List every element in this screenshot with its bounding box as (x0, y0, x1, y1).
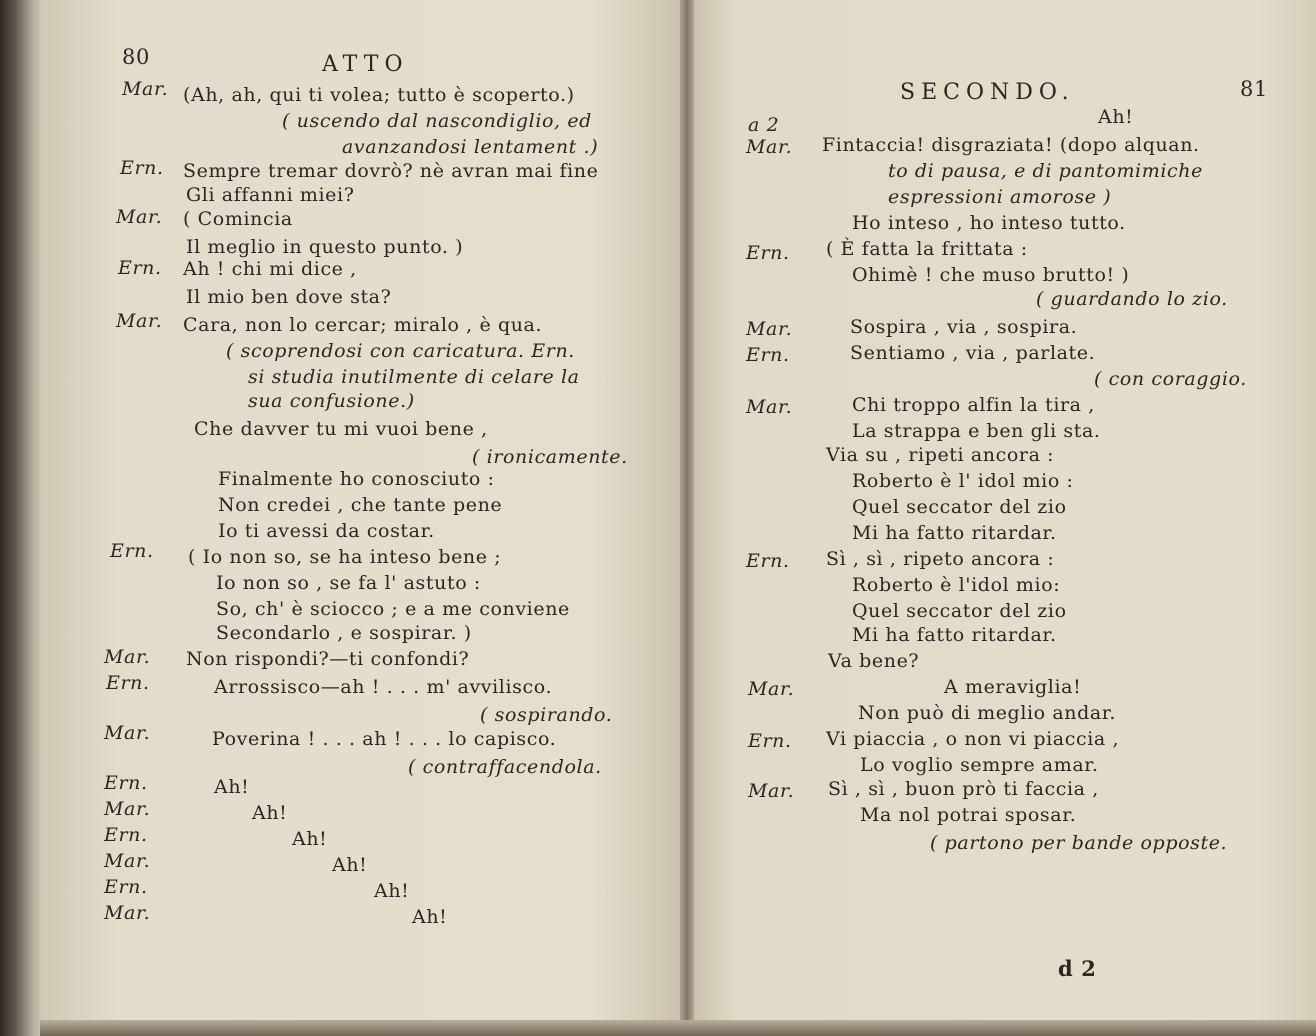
book-gutter (680, 0, 694, 1036)
speaker: Ern. (104, 824, 148, 846)
speaker: Mar. (104, 646, 151, 668)
speaker: Ern. (104, 876, 148, 898)
verse-line: Sentiamo , via , parlate. (850, 342, 1096, 364)
speaker: Mar. (748, 678, 795, 700)
speaker: Mar. (122, 78, 169, 100)
verse-line: Quel seccator del zio (852, 496, 1067, 518)
left-running-head: ATTO (322, 52, 409, 77)
stage-direction: ( guardando lo zio. (1036, 288, 1228, 310)
verse-line: ( Io non so, se ha inteso bene ; (188, 546, 502, 568)
verse-line: Sempre tremar dovrò? nè avran mai fine (183, 160, 599, 182)
verse-line: Io non so , se fa l' astuto : (216, 572, 481, 594)
speaker: Mar. (746, 396, 793, 418)
verse-line: Gli affanni miei? (186, 184, 355, 206)
speaker: Ern. (746, 550, 790, 572)
verse-line: Sì , sì , ripeto ancora : (826, 548, 1055, 570)
verse-line: Ah! (1098, 106, 1134, 128)
stage-direction: ( sospirando. (480, 704, 613, 726)
verse-line: Ah! (332, 854, 368, 876)
stage-direction: ( con coraggio. (1094, 368, 1247, 390)
speaker: Mar. (746, 318, 793, 340)
speaker: Mar. (116, 310, 163, 332)
verse-line: Secondarlo , e sospirar. ) (216, 622, 472, 644)
stage-direction: espressioni amorose ) (888, 186, 1112, 208)
verse-line: Poverina ! . . . ah ! . . . lo capisco. (212, 728, 557, 750)
verse-line: Quel seccator del zio (852, 600, 1067, 622)
verse-line: ( Comincia (183, 208, 293, 230)
verse-line: Mi ha fatto ritardar. (852, 624, 1057, 646)
verse-line: Roberto è l' idol mio : (852, 470, 1074, 492)
left-page-number: 80 (122, 45, 150, 69)
speaker: Ern. (118, 257, 162, 279)
verse-line: Ohimè ! che muso brutto! ) (852, 264, 1130, 286)
verse-line: Lo voglio sempre amar. (860, 754, 1099, 776)
verse-line: Chi troppo alfin la tira , (852, 394, 1095, 416)
verse-line: Il mio ben dove sta? (186, 286, 392, 308)
book-bottom-edge (40, 1020, 1316, 1036)
verse-line: Via su , ripeti ancora : (826, 444, 1055, 466)
verse-line: Ah! (374, 880, 410, 902)
verse-line: Sospira , via , sospira. (850, 316, 1078, 338)
speaker: Mar. (104, 850, 151, 872)
verse-line: So, ch' è sciocco ; e a me conviene (216, 598, 570, 620)
verse-line: (Ah, ah, qui ti volea; tutto è scoperto.) (183, 84, 575, 106)
verse-line: La strappa e ben gli sta. (852, 420, 1101, 442)
speaker: Mar. (104, 798, 151, 820)
verse-line: Ah! (252, 802, 288, 824)
verse-line: Sì , sì , buon prò ti faccia , (828, 778, 1099, 800)
verse-line: Va bene? (828, 650, 920, 672)
verse-line: Mi ha fatto ritardar. (852, 522, 1057, 544)
verse-line: Roberto è l'idol mio: (852, 574, 1061, 596)
speaker: Ern. (106, 672, 150, 694)
verse-line: Ma nol potrai sposar. (860, 804, 1077, 826)
right-running-head: SECONDO. (900, 80, 1075, 105)
verse-line: Finalmente ho conosciuto : (218, 468, 495, 490)
verse-line: Arrossisco—ah ! . . . m' avvilisco. (214, 676, 553, 698)
stage-direction: to di pausa, e di pantomimiche (888, 160, 1203, 182)
speaker: Ern. (104, 772, 148, 794)
speaker: a 2 (748, 114, 780, 136)
verse-line: Non può di meglio andar. (858, 702, 1117, 724)
speaker: Mar. (116, 206, 163, 228)
verse-line: Ah! (214, 776, 250, 798)
verse-line: Ah! (412, 906, 448, 928)
stage-direction: sua confusione.) (248, 390, 415, 412)
stage-direction: avanzandosi lentament .) (342, 136, 599, 158)
signature-mark: d 2 (1058, 956, 1097, 981)
verse-line: Non rispondi?—ti confondi? (186, 648, 470, 670)
verse-line: Fintaccia! disgraziata! (dopo alquan. (822, 134, 1200, 156)
verse-line: A meraviglia! (944, 676, 1082, 698)
verse-line: Ah ! chi mi dice , (183, 258, 357, 280)
speaker: Mar. (748, 780, 795, 802)
verse-line: Vi piaccia , o non vi piaccia , (826, 728, 1120, 750)
verse-line: Ah! (292, 828, 328, 850)
verse-line: Cara, non lo cercar; miralo , è qua. (183, 314, 543, 336)
verse-line: Che davver tu mi vuoi bene , (194, 418, 488, 440)
stage-direction: ( ironicamente. (472, 446, 628, 468)
stage-direction: ( contraffacendola. (408, 756, 602, 778)
speaker: Mar. (746, 136, 793, 158)
verse-line: ( È fatta la frittata : (826, 238, 1028, 260)
stage-direction: ( uscendo dal nascondiglio, ed (282, 110, 592, 132)
stage-direction: ( scoprendosi con caricatura. Ern. (226, 340, 575, 362)
verse-line: Non credei , che tante pene (218, 494, 503, 516)
verse-line: Il meglio in questo punto. ) (186, 236, 464, 258)
speaker: Mar. (104, 902, 151, 924)
verse-line: Io ti avessi da costar. (218, 520, 435, 542)
stage-direction: si studia inutilmente di celare la (248, 366, 580, 388)
verse-line: Ho inteso , ho inteso tutto. (852, 212, 1126, 234)
right-page-number: 81 (1240, 77, 1268, 101)
speaker: Ern. (748, 730, 792, 752)
speaker: Ern. (120, 157, 164, 179)
speaker: Ern. (746, 344, 790, 366)
speaker: Ern. (110, 540, 154, 562)
speaker: Mar. (104, 722, 151, 744)
stage-direction: ( partono per bande opposte. (930, 832, 1228, 854)
speaker: Ern. (746, 242, 790, 264)
